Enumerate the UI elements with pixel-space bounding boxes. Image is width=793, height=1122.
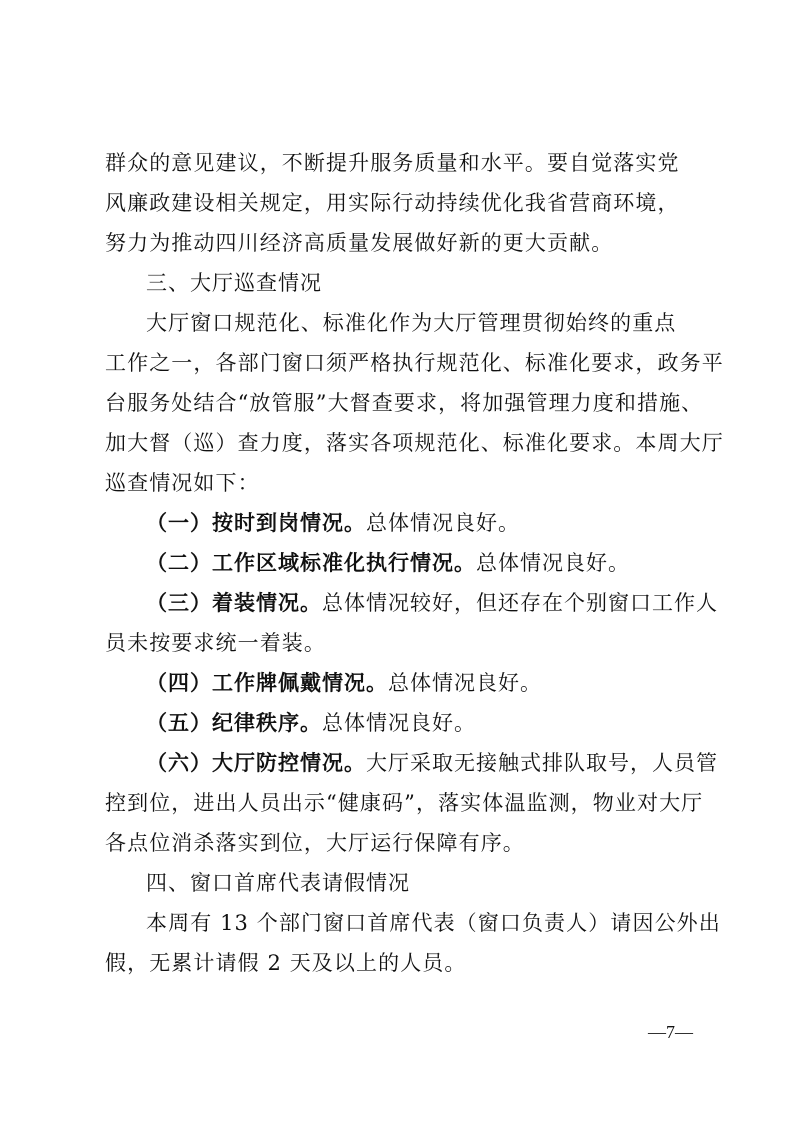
item-lead: （三）着装情况。 bbox=[146, 591, 322, 615]
body-text-line: 大厅窗口规范化、标准化作为大厅管理贯彻始终的重点 bbox=[146, 311, 677, 335]
inspection-item bbox=[146, 588, 718, 618]
item-lead: （五）纪律秩序。 bbox=[146, 711, 322, 735]
item-lead: （一）按时到岗情况。 bbox=[146, 511, 366, 535]
body-text-line: 努力为推动四川经济高质量发展做好新的更大贡献。 bbox=[105, 231, 614, 255]
item-text: 总体情况良好。 bbox=[322, 711, 476, 735]
body-text-line: 群众的意见建议，不断提升服务质量和水平。要自觉落实党 bbox=[105, 151, 680, 175]
item-text: 总体情况良好。 bbox=[388, 671, 542, 695]
body-text-line: 风廉政建设相关规定，用实际行动持续优化我省营商环境， bbox=[105, 191, 680, 215]
body-text-line: 员未按要求统一着装。 bbox=[105, 631, 326, 655]
body-text-line: 工作之一，各部门窗口须严格执行规范化、标准化要求，政务平 bbox=[105, 351, 724, 375]
body-text-line: 台服务处结合“放管服”大督查要求，将加强管理力度和措施、 bbox=[105, 391, 704, 415]
item-text: 大厅采取无接触式排队取号，人员管 bbox=[366, 751, 718, 775]
inspection-item bbox=[146, 548, 630, 578]
body-text-line: 控到位，进出人员出示“健康码”，落实体温监测，物业对大厅 bbox=[105, 791, 704, 815]
item-lead: （二）工作区域标准化执行情况。 bbox=[146, 551, 476, 575]
body-text-line: 假，无累计请假 2 天及以上的人员。 bbox=[105, 951, 467, 975]
body-text-line: 加大督（巡）查力度，落实各项规范化、标准化要求。本周大厅 bbox=[105, 431, 724, 455]
inspection-item bbox=[146, 508, 520, 538]
inspection-item bbox=[146, 748, 718, 778]
inspection-item bbox=[146, 708, 476, 738]
item-text: 总体情况较好，但还存在个别窗口工作人 bbox=[322, 591, 718, 615]
item-text: 总体情况良好。 bbox=[476, 551, 630, 575]
section-heading-3: 三、大厅巡查情况 bbox=[146, 271, 322, 295]
item-lead: （六）大厅防控情况。 bbox=[146, 751, 366, 775]
page-number: —7— bbox=[648, 1022, 693, 1042]
body-text-line: 本周有 13 个部门窗口首席代表（窗口负责人）请因公外出 bbox=[146, 911, 721, 935]
item-text: 总体情况良好。 bbox=[366, 511, 520, 535]
section-heading-4: 四、窗口首席代表请假情况 bbox=[146, 871, 410, 895]
item-lead: （四）工作牌佩戴情况。 bbox=[146, 671, 388, 695]
body-text-line: 各点位消杀落实到位，大厅运行保障有序。 bbox=[105, 831, 525, 855]
inspection-item bbox=[146, 668, 542, 698]
body-text-line: 巡查情况如下： bbox=[105, 471, 260, 495]
